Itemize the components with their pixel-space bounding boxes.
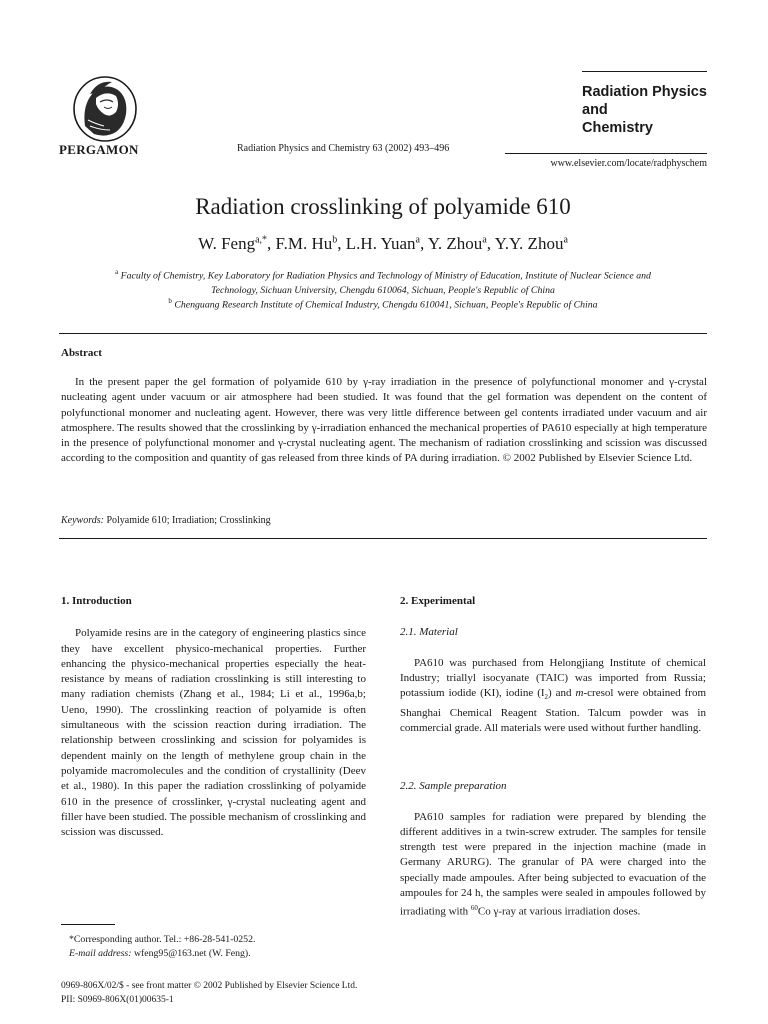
- footnote-rule: [61, 924, 115, 925]
- author-name: F.M. Hu: [275, 234, 333, 253]
- introduction-text: Polyamide resins are in the category of engineering plastics since they have excellent physico-mechanical properties. Further enhancing the physico-mechanical properties especially the heat-resistance by means of radiation crosslinking is still interesting to many radiation chemists (Zhang et al., 1984; Li et al., 1996a,b; Ueno, 1990). The crosslinking reaction of polyamide is often simultaneous with the scission reaction during irradiation. The relationship between crosslinking and scission for polyamides is dependent mainly on the length of methylene group chain in the polyamide macromolecules and the condition of crystallinity (Deev et al., 1980). In this paper the radiation crosslinking of polyamide 610 in the presence of crosslinker, γ-crystal nucleating agent and filler have been studied. The possible mechanism of crosslinking and scission was discussed.: [61, 627, 366, 839]
- affiliation-text: Faculty of Chemistry, Key Laboratory for Radiation Physics and Technology of Ministry of Education, Institute of Nuclear Science and: [120, 270, 651, 282]
- author-affiliation-mark: b: [332, 234, 338, 246]
- copyright-line: 0969-806X/02/$ - see front matter © 2002 Published by Elsevier Science Ltd.: [61, 981, 358, 991]
- journal-name-line: Radiation Physics: [582, 84, 707, 100]
- corresponding-author-footnote: [61, 933, 366, 961]
- journal-citation: Radiation Physics and Chemistry 63 (2002) 493–496: [237, 143, 450, 154]
- abstract-heading: Abstract: [61, 347, 102, 359]
- author-name: W. Feng: [198, 234, 256, 253]
- email-label: E-mail address:: [69, 948, 132, 959]
- journal-name-top-rule: [582, 71, 707, 72]
- abstract-bottom-rule: [59, 538, 707, 539]
- affiliation-text: Technology, Sichuan University, Chengdu 610064, Sichuan, People's Republic of China: [211, 284, 555, 296]
- section-heading: 2. Experimental: [400, 595, 476, 607]
- author-name: L.H. Yuan: [345, 234, 416, 253]
- email-link[interactable]: wfeng95@163.net (W. Feng).: [133, 948, 251, 959]
- subsection-heading: 2.1. Material: [400, 626, 458, 639]
- abstract-text: In the present paper the gel formation of polyamide 610 by γ-ray irradiation in the presence of polyfunctional monomer and γ-crystal nucleating agent under vacuum or air atmosphere had been studied. It was found that the gel formation was dependent on the content of polyfunctional monomer and nucleating agent. However, there was very little difference between gel contents irradiated under vacuum and air atmosphere. The results showed that the crosslinking by γ-irradiation enhanced the mechanical properties of PA610 especially at high temperature in the presence of polyfunctional monomer and γ-crystal nucleating agent. The mechanism of radiation crosslinking and scission was discussed according to the composition and quantity of gas released from three kinds of PA during irradiation. © 2002 Published by Elsevier Science Ltd.: [61, 376, 707, 465]
- journal-name: [582, 83, 707, 137]
- pergamon-logo-icon: [60, 74, 150, 144]
- author-affiliation-mark: a: [482, 234, 487, 246]
- keywords: [61, 515, 271, 526]
- front-matter: [61, 979, 357, 1007]
- material-text: PA610 was purchased from Helongjiang Institute of chemical Industry; triallyl isocyanate (TAIC) was imported from Russia; potassium iodide (KI), iodine $(I_2)$ and m-cresol were obtained from Shanghai Chemical Reagent Station. Talcum powder was in commercial grade. All materials were used without further handling.: [400, 656, 706, 734]
- keywords-label: Keywords:: [61, 515, 104, 526]
- keywords-text: Polyamide 610; Irradiation; Crosslinking: [106, 515, 271, 526]
- author-name: Y.Y. Zhou: [494, 234, 564, 253]
- affiliation-text: Chenguang Research Institute of Chemical Industry, Chengdu 610041, Sichuan, People's Republic of China: [174, 299, 598, 311]
- abstract-top-rule: [59, 333, 707, 334]
- pii-line: PII: S0969-806X(01)00635-1: [61, 995, 174, 1005]
- affiliation-mark: a: [115, 268, 119, 276]
- author-name: Y. Zhou: [427, 234, 483, 253]
- footnote-email: [61, 947, 366, 961]
- section-heading: 1. Introduction: [61, 595, 132, 607]
- introduction-section: [61, 594, 366, 840]
- affiliation-b: [59, 294, 707, 313]
- journal-name-line: Chemistry: [582, 120, 653, 136]
- author-affiliation-mark: a: [415, 234, 420, 246]
- subsection-heading: 2.2. Sample preparation: [400, 780, 507, 793]
- sample-preparation-text: PA610 samples for radiation were prepared by blending the different additives in a twin-screw extruder. The samples for tensile strength test were prepared in the injection machine (made in Germany ARURG). The granular of PA were charged into the specially made ampoules. After being subjected to evacuation of the ampoules for 24 h, the samples were sealed in ampoules followed by irradiating with $^{60}$Co γ-ray at various irradiation doses.: [400, 810, 706, 918]
- footnote-corresponding: *Corresponding author. Tel.: +86-28-541-0252.: [69, 934, 256, 945]
- journal-url-link[interactable]: www.elsevier.com/locate/radphyschem: [550, 158, 707, 169]
- article-title: Radiation crosslinking of polyamide 610: [195, 194, 571, 219]
- publisher-name: PERGAMON: [59, 142, 139, 157]
- journal-name-line: and: [582, 102, 608, 118]
- author-affiliation-mark: a: [563, 234, 568, 246]
- header-rule: [505, 153, 707, 154]
- experimental-section: [400, 594, 706, 920]
- author-list: W. Feng$^{a,*}$, F.M. Hu$^b$, L.H. Yuan$^a$, Y. Zhou$^a$, Y.Y. Zhou$^a$: [198, 234, 568, 253]
- affiliation-mark: b: [168, 297, 172, 305]
- author-affiliation-mark: a,*: [255, 234, 268, 246]
